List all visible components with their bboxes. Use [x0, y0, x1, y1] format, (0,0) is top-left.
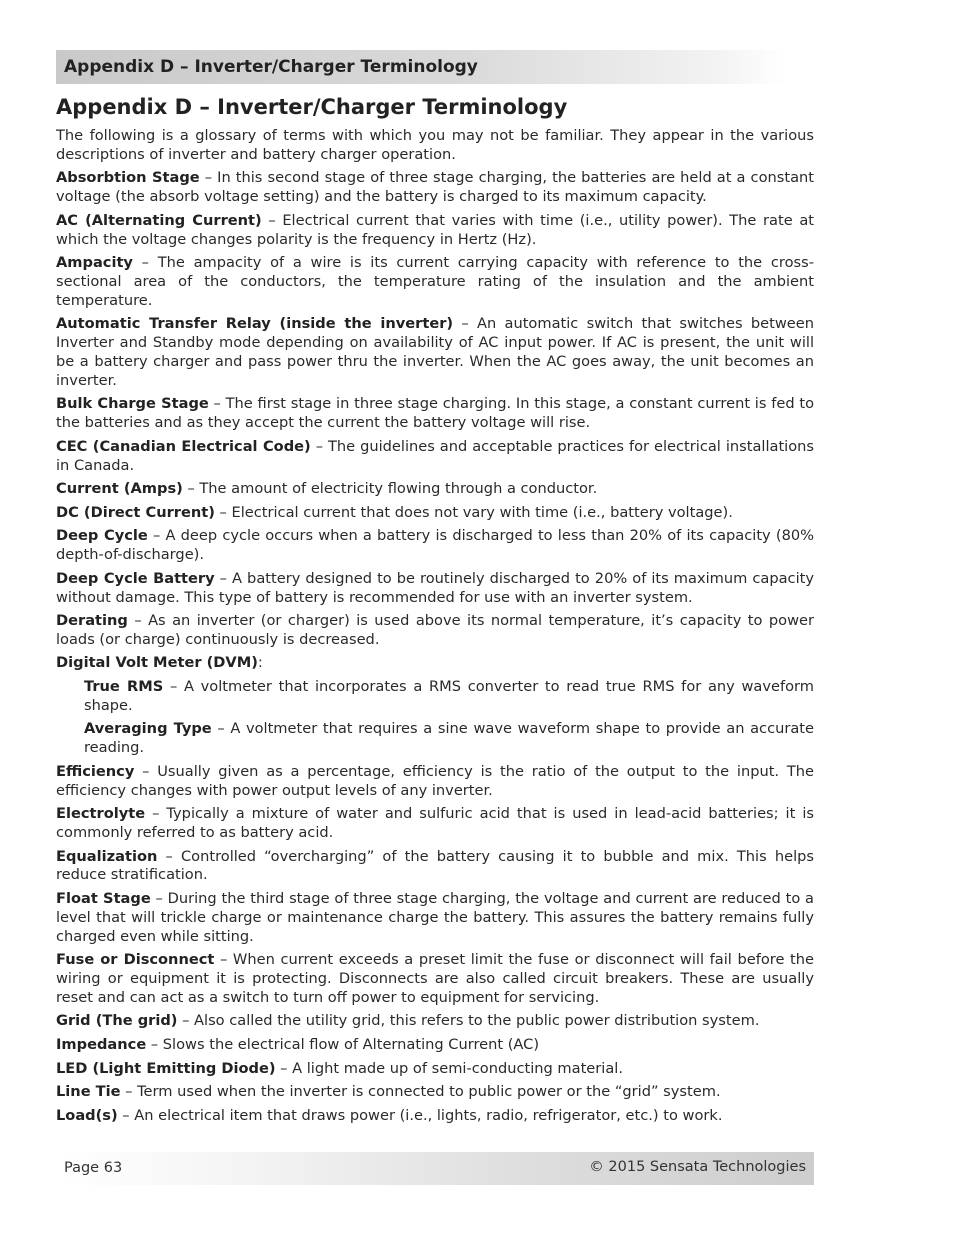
entry-term: Absorbtion Stage [56, 169, 200, 187]
entry-term: Automatic Transfer Relay (inside the inverter) [56, 315, 454, 333]
page-title: Appendix D – Inverter/Charger Terminology [56, 95, 568, 119]
entry-definition: – In this second stage of three stage charging, the batteries are held at a constant voltage (the absorb voltage setting) and the battery is charged to its maximum capacity. [56, 169, 814, 206]
entry-definition: – An automatic switch that switches between Inverter and Standby mode depending on availability of AC input power. If AC is present, the unit will be a battery charger and pass power thru the inverter. When the AC goes away, the unit becomes an inverter. [56, 315, 814, 389]
entry-definition: – Slows the electrical flow of Alternating Current (AC) [146, 1036, 540, 1053]
entry-term: CEC (Canadian Electrical Code) [56, 437, 311, 455]
entry-definition: – Controlled “overcharging” of the battery causing it to bubble and mix. This helps reduce stratification. [56, 847, 814, 884]
glossary-entry [56, 480, 814, 499]
entry-definition: – A battery designed to be routinely discharged to 20% of its maximum capacity without damage. This type of battery is recommended for use with an inverter system. [56, 569, 814, 606]
glossary-entry [56, 212, 814, 250]
glossary-subentry [84, 720, 814, 758]
entry-term: AC (Alternating Current) [56, 211, 262, 229]
entry-term: Float Stage [56, 890, 151, 908]
glossary-entry [56, 395, 814, 433]
entry-term: Fuse or Disconnect [56, 951, 215, 969]
entry-term: Grid (The grid) [56, 1012, 178, 1030]
entry-definition: – Also called the utility grid, this refers to the public power distribution system. [177, 1012, 760, 1030]
glossary-entry [56, 315, 814, 390]
entry-term: Deep Cycle [56, 527, 148, 545]
intro-paragraph: The following is a glossary of terms with which you may not be familiar. They appear in the various descriptions of inverter and battery charger operation. [56, 127, 814, 163]
entry-term: Bulk Charge Stage [56, 395, 209, 413]
entry-definition: – The ampacity of a wire is its current carrying capacity with reference to the cross-sectional area of the conductors, the temperature rating of the insulation and the ambient temperature. [56, 254, 814, 309]
page-number: Page 63 [64, 1160, 123, 1176]
entry-definition: : [257, 654, 263, 672]
entry-definition: – As an inverter (or charger) is used above its normal temperature, it’s capacity to power loads (or charge) continuously is decreased. [56, 612, 814, 648]
entry-definition: – When current exceeds a preset limit the fuse or disconnect will fail before the wiring or equipment it is protecting. Disconnects are also called circuit breakers. These are usually reset and can act as a switch to turn off power to equipment for servicing. [56, 951, 814, 1006]
glossary-entry [56, 951, 814, 1007]
glossary-entry [56, 612, 814, 650]
entry-definition: – A voltmeter that requires a sine wave waveform shape to provide an accurate reading. [84, 720, 814, 757]
entry-term: Equalization [56, 847, 158, 865]
entry-definition: – The guidelines and acceptable practices for electrical installations in Canada. [56, 437, 814, 474]
glossary-subentry [84, 678, 814, 716]
entry-definition: – A voltmeter that incorporates a RMS converter to read true RMS for any waveform shape. [84, 678, 815, 714]
glossary-content [56, 127, 814, 1130]
entry-term: Averaging Type [84, 720, 212, 738]
glossary-entry [56, 805, 814, 843]
entry-definition: – Term used when the inverter is connected to public power or the “grid” system. [120, 1083, 721, 1101]
entry-definition: – During the third stage of three stage charging, the voltage and current are reduced to a level that will trickle charge or maintenance charge the battery. This assures the battery remains fully charged even while sitting. [56, 890, 814, 945]
glossary-entry [56, 1060, 814, 1079]
entry-term: Line Tie [56, 1083, 121, 1101]
copyright-notice: © 2015 Sensata Technologies [589, 1159, 806, 1175]
glossary-entry [56, 763, 814, 801]
glossary-entry [56, 570, 814, 608]
entry-term: Digital Volt Meter (DVM) [56, 654, 258, 672]
entry-definition: – Usually given as a percentage, efficiency is the ratio of the output to the input. The efficiency changes with power output levels of any inverter. [56, 762, 814, 799]
glossary-entry [56, 254, 814, 310]
entry-definition: – Electrical current that varies with time (i.e., utility power). The rate at which the voltage changes polarity is the frequency in Hertz (Hz). [56, 211, 815, 248]
entry-term: Deep Cycle Battery [56, 569, 215, 587]
entry-term: Derating [56, 612, 128, 630]
glossary-entry [56, 438, 814, 476]
entry-term: Electrolyte [56, 805, 146, 823]
entry-definition: – Electrical current that does not vary with time (i.e., battery voltage). [214, 503, 733, 521]
glossary-entry [56, 1107, 814, 1126]
entry-definition: – An electrical item that draws power (i.e., lights, radio, refrigerator, etc.) to work. [117, 1106, 723, 1124]
page-footer [56, 1152, 814, 1185]
glossary-entry [56, 527, 814, 565]
entry-term: Current (Amps) [56, 480, 183, 498]
entry-term: Load(s) [56, 1106, 118, 1124]
entry-definition: – The amount of electricity flowing through a conductor. [182, 480, 598, 498]
entry-term: Ampacity [56, 254, 133, 272]
glossary-entry [56, 1012, 814, 1031]
glossary-entry [56, 848, 814, 886]
entry-term: Efficiency [56, 762, 135, 780]
glossary-entry [56, 654, 814, 673]
glossary-entry [56, 1036, 814, 1055]
entry-definition: – A light made up of semi-conducting material. [275, 1059, 623, 1077]
entry-term: DC (Direct Current) [56, 503, 215, 521]
glossary-entry [56, 504, 814, 523]
entry-definition: – The first stage in three stage charging. In this stage, a constant current is fed to the batteries and as they accept the current the battery voltage will rise. [56, 395, 814, 432]
entry-definition: – A deep cycle occurs when a battery is discharged to less than 20% of its capacity (80% depth-of-discharge). [56, 527, 815, 564]
entry-term: Impedance [56, 1036, 147, 1053]
entry-term: LED (Light Emitting Diode) [56, 1059, 276, 1077]
glossary-entry [56, 169, 814, 207]
glossary-entry [56, 1083, 814, 1102]
glossary-entry [56, 890, 814, 946]
section-header-title: Appendix D – Inverter/Charger Terminology [64, 57, 478, 77]
entry-term: True RMS [84, 678, 164, 696]
section-header-bar [56, 50, 786, 84]
entry-definition: – Typically a mixture of water and sulfuric acid that is used in lead-acid batteries; it is commonly referred to as battery acid. [56, 805, 814, 842]
